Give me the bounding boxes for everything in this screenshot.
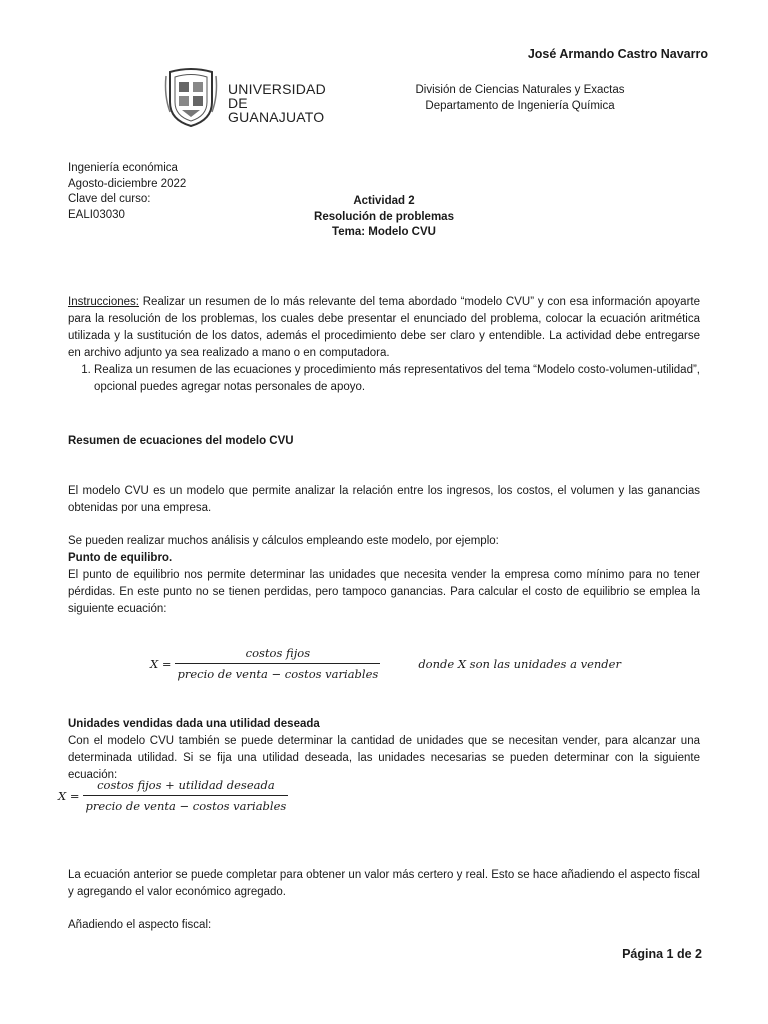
course-name: Ingeniería económica [68, 162, 178, 174]
instructions-block [68, 294, 700, 396]
course-period: Agosto-diciembre 2022 [68, 177, 187, 190]
units-text: Con el modelo CVU también se puede determinar la cantidad de unidades que se necesitan vender, para alcanzar una determinada utilidad. Si se fija una utilidad deseada, las unidades necesarias se pueden determinar con la siguiente ecuación: [68, 735, 700, 781]
equation-note: donde X son las unidades a vender [418, 656, 621, 671]
department-name: Departamento de Ingeniería Química [425, 100, 615, 112]
equation-fraction [83, 778, 288, 813]
instructions-paragraph [68, 294, 700, 362]
equation-denominator: precio de venta − costos variables [175, 663, 380, 681]
university-name-line1: UNIVERSIDAD DE [228, 81, 326, 111]
breakeven-heading: Punto de equilibro. [68, 552, 173, 564]
breakeven-text: El punto de equilibrio nos permite determinar las unidades que necesita vender la empresa como mínimo para no tener pérdidas. En este punto no se tienen perdidas, pero tampoco ganancias. Para calcular el costo de equilibrio se emplea la siguiente ecuación: [68, 569, 700, 615]
fiscal-heading: Añadiendo el aspecto fiscal: [68, 919, 212, 931]
completion-text: La ecuación anterior se puede completar para obtener un valor más certero y real. Esto se hace añadiendo el aspecto fiscal y agregando el valor económico agregado. [68, 869, 700, 898]
university-seal-icon [162, 66, 220, 128]
institution-block [380, 82, 660, 114]
equation-denominator: precio de venta − costos variables [83, 795, 288, 813]
equation-fraction [175, 646, 380, 681]
author-name: José Armando Castro Navarro [527, 47, 708, 61]
instructions-text: Realizar un resumen de lo más relevante del tema abordado “modelo CVU” y con esa información apoyarte para la resolución de los problemas, los cuales debe presentar el enunciado del problema, colocar la ecuación aritmética utilizada y la sustitución de los datos, además el procedimiento debe ser claro y entendible. La actividad debe entregarse en archivo adjunto ya sea realizado a mano o en computadora. [68, 296, 700, 359]
equation-lhs: X = [58, 788, 80, 803]
university-name [228, 82, 330, 124]
activity-title [0, 194, 768, 241]
university-name-line2: GUANAJUATO [228, 109, 325, 125]
page-number: Página 1 de 2 [622, 947, 702, 961]
instructions-label: Instrucciones: [68, 296, 139, 308]
activity-number: Actividad 2 [353, 195, 415, 207]
activity-topic: Tema: Modelo CVU [332, 226, 436, 238]
summary-heading: Resumen de ecuaciones del modelo CVU [68, 435, 294, 447]
equation-lhs: X = [150, 656, 172, 671]
course-key-label: Clave del curso: [68, 193, 151, 205]
university-logo [162, 66, 330, 128]
equation-desired-profit [58, 778, 288, 813]
summary-intro: El modelo CVU es un modelo que permite analizar la relación entre los ingresos, los costos, el volumen y las ganancias obtenidas por una empresa. [68, 485, 700, 514]
activity-subtitle: Resolución de problemas [314, 210, 454, 223]
instructions-list [68, 362, 700, 396]
list-item: 1. Realiza un resumen de las ecuaciones y procedimiento más representativos del tema “Modelo costo-volumen-utilidad”, opcional puedes agregar notas personales de apoyo. [94, 362, 700, 396]
division-name: División de Ciencias Naturales y Exactas [415, 84, 625, 96]
course-key: EALI03030 [68, 208, 125, 221]
summary-examples: Se pueden realizar muchos análisis y cálculos empleando este modelo, por ejemplo: [68, 535, 499, 547]
equation-breakeven [150, 646, 621, 681]
equation-numerator: costos fijos + utilidad deseada [97, 778, 275, 792]
units-heading: Unidades vendidas dada una utilidad deseada [68, 718, 320, 730]
equation-numerator: costos fijos [245, 646, 311, 660]
